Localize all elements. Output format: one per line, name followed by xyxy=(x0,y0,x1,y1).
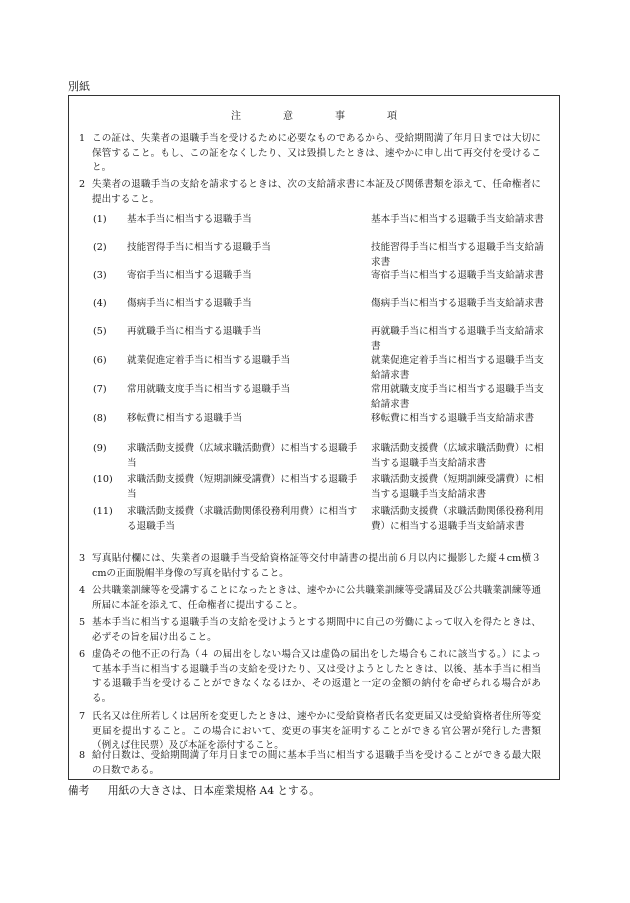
para-3 xyxy=(79,552,541,581)
item-number: (6) xyxy=(93,355,107,366)
para-text: 公共職業訓練等を受講することになったときは、速やかに公共職業訓練等受講届及び公共職業訓練等通所届に本証を添えて、任命権者に提出すること。 xyxy=(92,585,541,611)
para-8 xyxy=(79,749,541,778)
para-1 xyxy=(79,132,541,176)
item-number: (9) xyxy=(93,443,107,454)
para-number: 1 xyxy=(79,133,86,144)
para-number: 2 xyxy=(79,179,86,190)
claim-form-name: 求職活動支援費（広域求職活動費）に相当する退職手当支給請求書 xyxy=(371,443,544,469)
remarks-text: 用紙の大きさは、日本産業規格 A4 とする。 xyxy=(108,785,320,797)
claim-form-name: 移転費に相当する退職手当支給請求書 xyxy=(371,413,535,424)
notes-box xyxy=(68,95,560,780)
para-text: 氏名又は住所若しくは居所を変更したときは、速やかに受給資格者氏名変更届又は受給資格者住所等変更届を提出すること。この場合において、変更の事実を証明することができる官公署が発行した書類（例えば住民票）及び本証を添付すること。 xyxy=(92,711,541,752)
item-number: (8) xyxy=(93,413,107,424)
allowance-name: 移転費に相当する退職手当 xyxy=(127,413,243,424)
item-number: (5) xyxy=(93,326,107,337)
para-text: 失業者の退職手当の支給を請求するときは、次の支給請求書に本証及び関係書類を添えて、任命権者に提出すること。 xyxy=(92,179,541,205)
claim-form-name: 就業促進定着手当に相当する退職手当支給請求書 xyxy=(371,355,544,381)
claim-item-11 xyxy=(93,505,548,549)
allowance-name: 求職活動支援費（短期訓練受講費）に相当する退職手当 xyxy=(127,474,358,500)
claim-item-6 xyxy=(93,354,548,380)
item-number: (4) xyxy=(93,298,107,309)
para-text: この証は、失業者の退職手当を受けるために必要なものであるから、受給期間満了年月日までは大切に保管すること。もし、この証をなくしたり、又は毀損したときは、速やかに申し出て再交付を受けること。 xyxy=(92,133,541,174)
para-7 xyxy=(79,710,541,754)
claim-form-name: 基本手当に相当する退職手当支給請求書 xyxy=(371,214,544,225)
remarks-label: 備考 xyxy=(68,785,90,797)
para-text: 写真貼付欄には、失業者の退職手当受給資格証等交付申請書の提出前６月以内に撮影した縦４cm横３cmの正面脱帽半身像の写真を貼付すること。 xyxy=(92,553,541,579)
para-number: 7 xyxy=(79,711,86,722)
notes-heading: 注意事項 xyxy=(231,111,439,122)
item-number: (7) xyxy=(93,384,107,395)
allowance-name: 基本手当に相当する退職手当 xyxy=(127,214,252,225)
allowance-name: 求職活動支援費（求職活動関係役務利用費）に相当する退職手当 xyxy=(127,506,358,532)
para-text: 虚偽その他不正の行為（４ の届出をしない場合又は虚偽の届出をした場合もこれに該当する。）によって基本手当に相当する退職手当の支給を受けたり、又は受けようとしたときは、以後、基本手当に相当する退職手当を受けることができなくなるほか、その返還と一定の金額の納付を命ぜられる場合がある。 xyxy=(92,649,541,704)
claim-item-1 xyxy=(93,213,548,239)
claim-form-name: 技能習得手当に相当する退職手当支給請求書 xyxy=(371,242,544,268)
allowance-name: 再就職手当に相当する退職手当 xyxy=(127,326,262,337)
allowance-name: 寄宿手当に相当する退職手当 xyxy=(127,270,252,281)
claim-item-9 xyxy=(93,442,548,468)
claim-form-name: 常用就職支度手当に相当する退職手当支給請求書 xyxy=(371,384,544,410)
para-text: 給付日数は、受給期間満了年月日までの間に基本手当に相当する退職手当を受けることができる最大限の日数である。 xyxy=(92,750,541,776)
claim-item-3 xyxy=(93,269,548,295)
allowance-name: 常用就職支度手当に相当する退職手当 xyxy=(127,384,291,395)
item-number: (11) xyxy=(93,506,113,517)
claim-form-name: 求職活動支援費（短期訓練受講費）に相当する退職手当支給請求書 xyxy=(371,474,544,500)
item-number: (2) xyxy=(93,242,107,253)
document-attachment-label: 別紙 xyxy=(68,80,90,93)
para-number: 8 xyxy=(79,750,86,761)
claim-item-10 xyxy=(93,473,548,499)
para-number: 5 xyxy=(79,617,86,628)
para-number: 3 xyxy=(79,553,86,564)
claim-form-name: 再就職手当に相当する退職手当支給請求書 xyxy=(371,326,544,352)
allowance-name: 傷病手当に相当する退職手当 xyxy=(127,298,252,309)
claim-form-name: 傷病手当に相当する退職手当支給請求書 xyxy=(371,298,544,309)
para-text: 基本手当に相当する退職手当の支給を受けようとする期間中に自己の労働によって収入を得たときは、必ずその旨を届け出ること。 xyxy=(92,617,541,643)
claim-item-7 xyxy=(93,383,548,409)
para-4 xyxy=(79,584,541,613)
item-number: (10) xyxy=(93,474,113,485)
claim-item-4 xyxy=(93,297,548,323)
para-2 xyxy=(79,178,541,207)
item-number: (1) xyxy=(93,214,107,225)
claim-item-5 xyxy=(93,325,548,351)
claim-item-8 xyxy=(93,412,548,438)
para-number: 6 xyxy=(79,649,86,660)
claim-form-name: 寄宿手当に相当する退職手当支給請求書 xyxy=(371,270,544,281)
para-6 xyxy=(79,648,541,706)
item-number: (3) xyxy=(93,270,107,281)
claim-form-name: 求職活動支援費（求職活動関係役務利用費）に相当する退職手当支給請求書 xyxy=(371,506,544,532)
allowance-name: 就業促進定着手当に相当する退職手当 xyxy=(127,355,291,366)
para-5 xyxy=(79,616,541,645)
para-number: 4 xyxy=(79,585,86,596)
remarks xyxy=(68,784,320,799)
allowance-name: 求職活動支援費（広域求職活動費）に相当する退職手当 xyxy=(127,443,358,469)
claim-item-2 xyxy=(93,241,548,267)
allowance-name: 技能習得手当に相当する退職手当 xyxy=(127,242,271,253)
